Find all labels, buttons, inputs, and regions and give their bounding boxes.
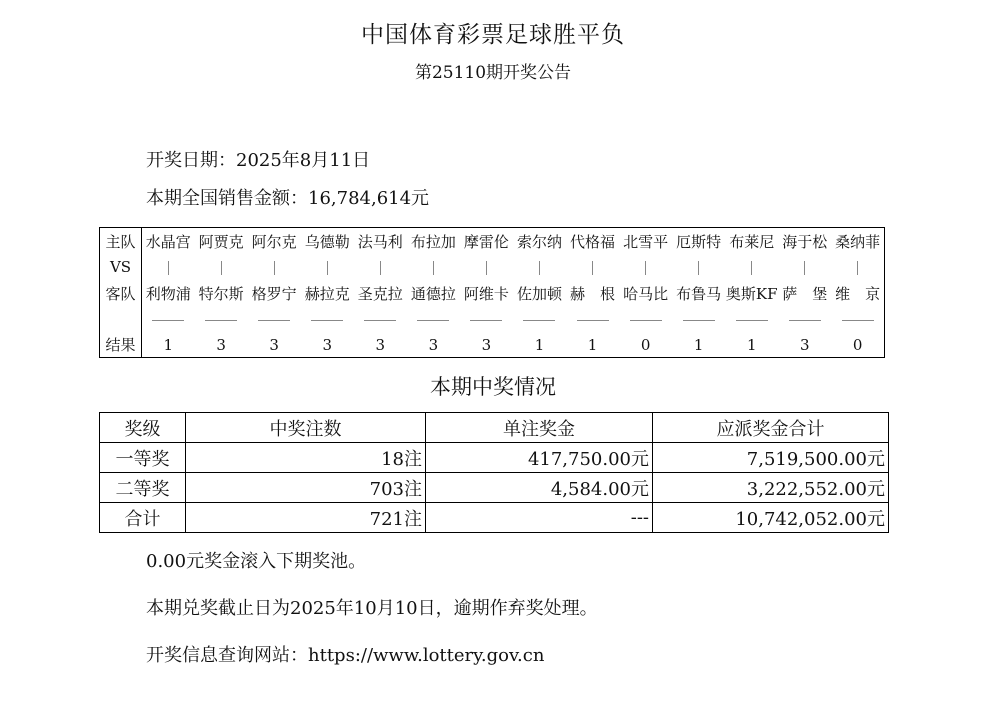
match-result: 1 bbox=[693, 335, 704, 354]
match-home-team: 阿贾克 bbox=[198, 232, 244, 251]
result-separator bbox=[831, 306, 884, 332]
vs-divider-line bbox=[433, 261, 434, 275]
vs-divider bbox=[778, 254, 831, 280]
match-away-team: 格罗宁 bbox=[251, 284, 297, 303]
match-away-team: 布鲁马 bbox=[676, 284, 722, 303]
vs-divider bbox=[566, 254, 619, 280]
table-row bbox=[100, 473, 889, 503]
deadline-note: 本期兑奖截止日为2025年10月10日，逾期作弃奖处理。 bbox=[146, 598, 598, 619]
total-payout: 7,519,500.00元 bbox=[653, 443, 889, 473]
result-separator-line bbox=[205, 320, 237, 321]
vs-divider-line bbox=[751, 261, 752, 275]
vs-divider-line bbox=[221, 261, 222, 275]
page-title: 中国体育彩票足球胜平负 bbox=[361, 22, 625, 48]
result-separator-line bbox=[789, 320, 821, 321]
header-winner-count: 中奖注数 bbox=[186, 413, 426, 443]
match-result: 3 bbox=[269, 335, 279, 354]
vs-divider-line bbox=[804, 261, 805, 275]
match-result: 1 bbox=[163, 335, 174, 354]
header-prize-level: 奖级 bbox=[100, 413, 186, 443]
header-single-prize: 单注奖金 bbox=[426, 413, 653, 443]
match-table bbox=[99, 227, 885, 358]
match-home-team: 乌德勒 bbox=[304, 232, 350, 251]
match-home-team: 布拉加 bbox=[410, 232, 456, 251]
result-separator bbox=[460, 306, 513, 332]
vs-divider-line bbox=[274, 261, 275, 275]
single-prize: 4,584.00元 bbox=[426, 473, 653, 503]
result-separator bbox=[672, 306, 725, 332]
match-result: 1 bbox=[746, 335, 757, 354]
match-home-team: 厄斯特 bbox=[676, 232, 722, 251]
prize-table bbox=[99, 412, 889, 533]
header-total-payout: 应派奖金合计 bbox=[653, 413, 889, 443]
website-note: 开奖信息查询网站：https://www.lottery.gov.cn bbox=[146, 645, 545, 666]
match-result: 3 bbox=[216, 335, 226, 354]
vs-divider bbox=[301, 254, 354, 280]
match-result: 3 bbox=[322, 335, 332, 354]
table-row bbox=[100, 443, 889, 473]
result-separator-line bbox=[630, 320, 662, 321]
match-result: 3 bbox=[428, 335, 439, 354]
draw-date: 开奖日期：2025年8月11日 bbox=[146, 150, 371, 171]
match-home-team: 桑纳菲 bbox=[835, 232, 881, 251]
result-separator bbox=[513, 306, 566, 332]
vs-divider-line bbox=[698, 261, 699, 275]
vs-divider bbox=[672, 254, 725, 280]
result-separator-line bbox=[683, 320, 715, 321]
vs-divider-line bbox=[168, 261, 169, 275]
match-result: 1 bbox=[587, 335, 598, 354]
match-result: 1 bbox=[534, 335, 545, 354]
vs-divider-line bbox=[592, 261, 593, 275]
match-away-team: 佐加顿 bbox=[516, 284, 562, 303]
match-home-team: 摩雷伦 bbox=[463, 232, 509, 251]
separator-row-label bbox=[100, 306, 142, 332]
vs-divider bbox=[142, 254, 195, 280]
total-payout: 3,222,552.00元 bbox=[653, 473, 889, 503]
result-separator bbox=[354, 306, 407, 332]
match-home-team: 布莱尼 bbox=[729, 232, 775, 251]
match-away-team: 圣克拉 bbox=[357, 284, 403, 303]
result-separator-line bbox=[152, 320, 184, 321]
match-home-team: 代格福 bbox=[570, 232, 616, 251]
match-away-team: 阿维卡 bbox=[463, 284, 509, 303]
home-row-label: 主队 bbox=[100, 228, 142, 255]
match-result: 3 bbox=[375, 335, 386, 354]
result-separator-line bbox=[417, 320, 449, 321]
result-separator-line bbox=[364, 320, 396, 321]
prize-level: 二等奖 bbox=[100, 473, 186, 503]
sales-amount: 本期全国销售金额：16,784,614元 bbox=[146, 188, 430, 209]
result-separator bbox=[142, 306, 195, 332]
result-separator-line bbox=[470, 320, 502, 321]
vs-divider bbox=[725, 254, 778, 280]
vs-row-label: VS bbox=[100, 254, 142, 280]
single-prize: --- bbox=[426, 503, 653, 533]
result-separator bbox=[301, 306, 354, 332]
match-away-team: 萨 堡 bbox=[782, 284, 828, 303]
prize-level: 合计 bbox=[100, 503, 186, 533]
match-away-team: 奥斯KF bbox=[725, 284, 778, 303]
prize-section-title: 本期中奖情况 bbox=[430, 375, 556, 399]
prize-level: 一等奖 bbox=[100, 443, 186, 473]
result-separator-line bbox=[523, 320, 555, 321]
result-separator bbox=[248, 306, 301, 332]
winner-count: 703注 bbox=[186, 473, 426, 503]
match-away-team: 赫拉克 bbox=[304, 284, 350, 303]
match-home-team: 阿尔克 bbox=[251, 232, 297, 251]
result-separator bbox=[195, 306, 248, 332]
result-separator-line bbox=[736, 320, 768, 321]
result-separator-line bbox=[258, 320, 290, 321]
match-home-team: 法马利 bbox=[357, 232, 403, 251]
vs-divider-line bbox=[645, 261, 646, 275]
match-away-team: 特尔斯 bbox=[198, 284, 244, 303]
match-result: 3 bbox=[800, 335, 810, 354]
vs-divider bbox=[460, 254, 513, 280]
result-separator bbox=[407, 306, 460, 332]
vs-divider bbox=[513, 254, 566, 280]
match-away-team: 利物浦 bbox=[145, 284, 191, 303]
vs-divider bbox=[619, 254, 672, 280]
result-separator-line bbox=[842, 320, 874, 321]
single-prize: 417,750.00元 bbox=[426, 443, 653, 473]
vs-divider bbox=[831, 254, 884, 280]
winner-count: 18注 bbox=[186, 443, 426, 473]
vs-divider-line bbox=[327, 261, 328, 275]
result-separator bbox=[619, 306, 672, 332]
match-home-team: 索尔纳 bbox=[516, 232, 562, 251]
winner-count: 721注 bbox=[186, 503, 426, 533]
result-separator bbox=[725, 306, 778, 332]
vs-divider bbox=[407, 254, 460, 280]
result-separator-line bbox=[311, 320, 343, 321]
match-result: 0 bbox=[852, 335, 863, 354]
total-payout: 10,742,052.00元 bbox=[653, 503, 889, 533]
vs-divider bbox=[248, 254, 301, 280]
match-result: 0 bbox=[640, 335, 651, 354]
match-home-team: 海于松 bbox=[782, 232, 828, 251]
draw-number-subtitle: 第25110期开奖公告 bbox=[414, 63, 572, 83]
vs-divider bbox=[195, 254, 248, 280]
prize-header-row bbox=[100, 413, 889, 443]
vs-divider-line bbox=[380, 261, 381, 275]
result-separator-line bbox=[577, 320, 609, 321]
rollover-note: 0.00元奖金滚入下期奖池。 bbox=[146, 551, 367, 572]
match-away-team: 赫 根 bbox=[570, 284, 616, 303]
vs-divider-line bbox=[539, 261, 540, 275]
vs-divider bbox=[354, 254, 407, 280]
result-row-label: 结果 bbox=[100, 332, 142, 358]
match-away-team: 维 京 bbox=[835, 284, 881, 303]
vs-divider-line bbox=[486, 261, 487, 275]
match-home-team: 北雪平 bbox=[623, 232, 669, 251]
match-result: 3 bbox=[481, 335, 492, 354]
match-away-team: 通德拉 bbox=[410, 284, 456, 303]
result-separator bbox=[778, 306, 831, 332]
result-separator bbox=[566, 306, 619, 332]
vs-divider-line bbox=[857, 261, 858, 275]
match-away-team: 哈马比 bbox=[623, 284, 669, 303]
match-home-team: 水晶宫 bbox=[145, 232, 191, 251]
away-row-label: 客队 bbox=[100, 280, 142, 306]
table-row bbox=[100, 503, 889, 533]
